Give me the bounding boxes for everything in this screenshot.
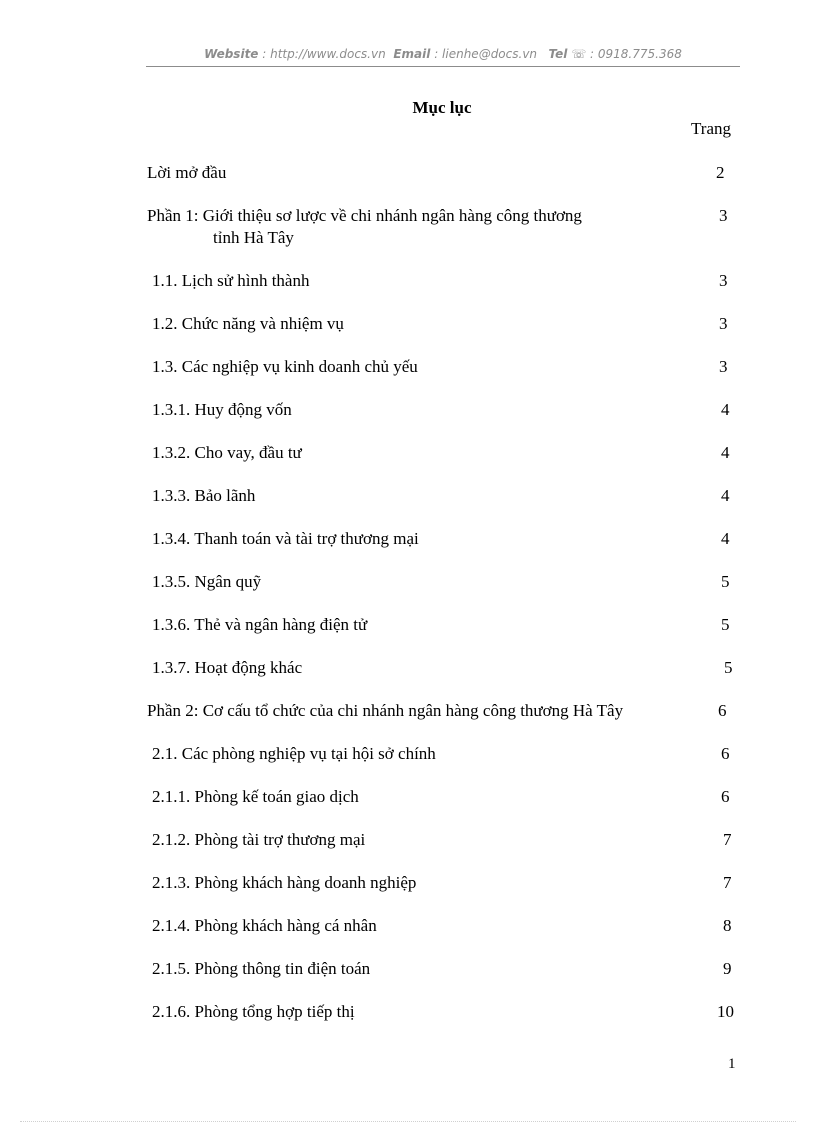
toc-entry-label [152, 786, 359, 808]
toc-entry-label [152, 743, 436, 765]
toc-entry-label [152, 614, 367, 636]
toc-entry-text: Lời mở đầu [147, 163, 227, 182]
toc-entry-label [152, 657, 302, 679]
toc-entry-label [152, 313, 344, 335]
toc-entry-continuation: tỉnh Hà Tây [213, 228, 294, 247]
toc-entry-text: 1.3.6. Thẻ và ngân hàng điện tử [152, 615, 368, 634]
toc-entry-page: 3 [719, 314, 728, 333]
toc-entry-label [152, 442, 302, 464]
toc-entry-text: 1.3.3. Bảo lãnh [152, 486, 256, 505]
toc-entry-label [152, 1001, 355, 1023]
toc-entry-page: 6 [718, 701, 727, 720]
toc-entry-page: 7 [723, 873, 732, 892]
phone-icon: ☏ [571, 47, 587, 61]
toc-entry-label [152, 356, 418, 378]
toc-entry-page: 5 [724, 658, 733, 677]
email-value: : lienhe@docs.vn [430, 47, 538, 61]
toc-entry-page: 3 [719, 357, 728, 376]
toc-entry-page: 5 [721, 615, 730, 634]
toc-entry-page: 6 [721, 744, 730, 763]
toc-entry-text: 1.3.1. Huy động vốn [152, 400, 292, 419]
toc-entry-page: 7 [723, 830, 732, 849]
toc-entry-label [152, 872, 416, 894]
toc-entry-page: 4 [721, 529, 730, 548]
toc-entry-page: 5 [721, 572, 730, 591]
toc-entry-text: 1.1. Lịch sử hình thành [152, 271, 310, 290]
website-value: : http://www.docs.vn [258, 47, 386, 61]
toc-entry-text: Phần 2: Cơ cấu tổ chức của chi nhánh ngân hàng công thương Hà Tây [147, 701, 624, 720]
toc-entry-text: 1.3.5. Ngân quỹ [152, 572, 262, 591]
toc-entry-label [152, 399, 292, 421]
toc-entry-text: 2.1.6. Phòng tổng hợp tiếp thị [152, 1002, 355, 1021]
toc-entry-text: 1.3.4. Thanh toán và tài trợ thương mại [152, 529, 419, 548]
toc-entry-label [152, 958, 370, 980]
toc-title: Mục lục [412, 98, 472, 117]
toc-entry-page: 3 [719, 206, 728, 225]
toc-entry-label [152, 270, 309, 292]
toc-entry-page: 4 [721, 443, 730, 462]
toc-entry-page: 3 [719, 271, 728, 290]
toc-entry-page: 10 [717, 1002, 734, 1021]
toc-entry-label [147, 162, 226, 184]
toc-entry-text: Phần 1: Giới thiệu sơ lược về chi nhánh ngân hàng công thương [147, 206, 582, 225]
toc-entry-text: 2.1. Các phòng nghiệp vụ tại hội sở chính [152, 744, 436, 763]
toc-entry-text: 2.1.2. Phòng tài trợ thương mại [152, 830, 366, 849]
page-header [146, 47, 740, 61]
toc-entry-label [152, 571, 261, 593]
toc-entry-text: 2.1.3. Phòng khách hàng doanh nghiệp [152, 873, 417, 892]
toc-entry-page: 8 [723, 916, 732, 935]
toc-entry-page: 9 [723, 959, 732, 978]
email-label: Email [393, 47, 431, 61]
toc-entry-label [152, 915, 377, 937]
toc-entry-text: 1.3.7. Hoạt động khác [152, 658, 303, 677]
header-divider [146, 66, 740, 67]
toc-entry-text: 1.3.2. Cho vay, đầu tư [152, 443, 302, 462]
toc-entry-text: 2.1.5. Phòng thông tin điện toán [152, 959, 371, 978]
page-column-label: Trang [691, 119, 731, 138]
website-label: Website [204, 47, 259, 61]
toc-entry-text: 1.3. Các nghiệp vụ kinh doanh chủ yếu [152, 357, 418, 376]
tel-value: : 0918.775.368 [586, 47, 682, 61]
toc-entry-page: 4 [721, 400, 730, 419]
toc-entry-page: 6 [721, 787, 730, 806]
toc-entry-text: 2.1.1. Phòng kế toán giao dịch [152, 787, 359, 806]
toc-entry-text: 2.1.4. Phòng khách hàng cá nhân [152, 916, 377, 935]
toc-entry-page: 2 [716, 163, 725, 182]
page-number: 1 [728, 1056, 736, 1072]
tel-label: Tel [548, 47, 568, 61]
toc-entry-page: 4 [721, 486, 730, 505]
bottom-divider [20, 1121, 796, 1122]
toc-entry-label [152, 485, 255, 507]
toc-entry-label [147, 205, 582, 249]
toc-entry-label [152, 528, 419, 550]
toc-entry-label [147, 700, 623, 722]
toc-entry-label [152, 829, 365, 851]
toc-entry-text: 1.2. Chức năng và nhiệm vụ [152, 314, 344, 333]
